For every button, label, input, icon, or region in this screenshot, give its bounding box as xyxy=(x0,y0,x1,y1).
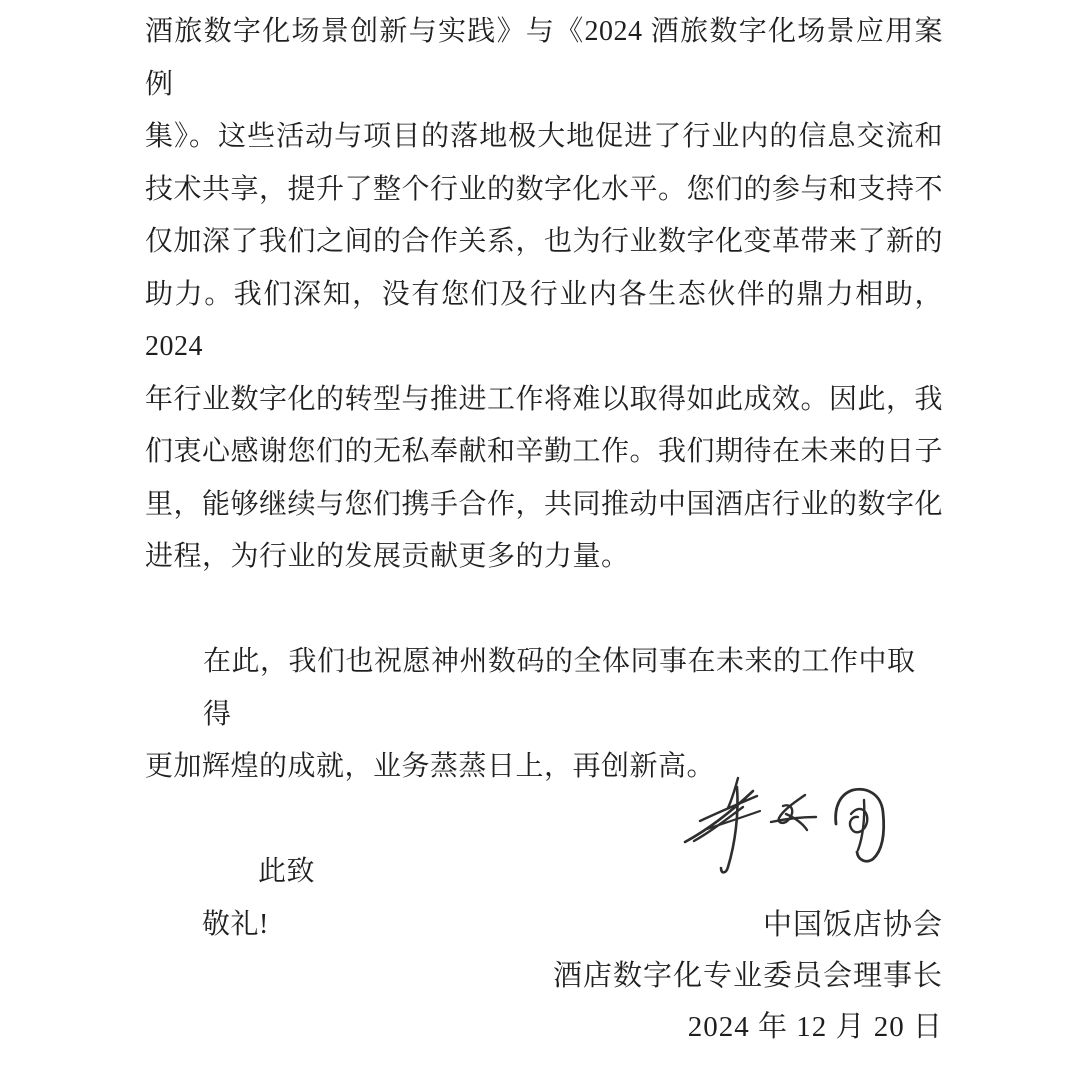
closing-cizhi: 此致 xyxy=(258,856,316,887)
text-line: 仅加深了我们之间的合作关系，也为行业数字化变革带来了新的 xyxy=(145,226,944,257)
text-line: 们衷心感谢您们的无私奉献和辛勤工作。我们期待在未来的日子 xyxy=(145,436,944,467)
footer-title: 酒店数字化专业委员会理事长 xyxy=(552,960,943,992)
footer-date: 2024 年 12 月 20 日 xyxy=(687,1011,943,1043)
signature-block xyxy=(553,900,943,1053)
text-line: 酒旅数字化场景创新与实践》与《2024 酒旅数字化场景应用案例 xyxy=(145,16,943,100)
blank-line xyxy=(145,584,943,637)
text-line: 集》。这些活动与项目的落地极大地促进了行业内的信息交流和 xyxy=(145,121,943,152)
signature-handwriting-icon xyxy=(655,762,905,887)
text-line: 里，能够继续与您们携手合作，共同推动中国酒店行业的数字化 xyxy=(145,488,944,520)
text-line: 进程，为行业的发展贡献更多的力量。 xyxy=(145,541,630,572)
text-line: 年行业数字化的转型与推进工作将难以取得如此成效。因此，我 xyxy=(145,383,944,415)
text-line: 在此，我们也祝愿神州数码的全体同事在未来的工作中取得 xyxy=(203,646,916,730)
text-line: 技术共享，提升了整个行业的数字化水平。您们的参与和支持不 xyxy=(145,173,944,205)
closing-jingli: 敬礼! xyxy=(202,908,269,940)
text-line: 更加辉煌的成就，业务蒸蒸日上，再创新高。 xyxy=(145,751,716,782)
paragraph-1 xyxy=(145,6,943,584)
text-line: 助力。我们深知，没有您们及行业内各生态伙伴的鼎力相助，2024 xyxy=(145,278,943,362)
footer-organization: 中国饭店协会 xyxy=(762,909,943,941)
